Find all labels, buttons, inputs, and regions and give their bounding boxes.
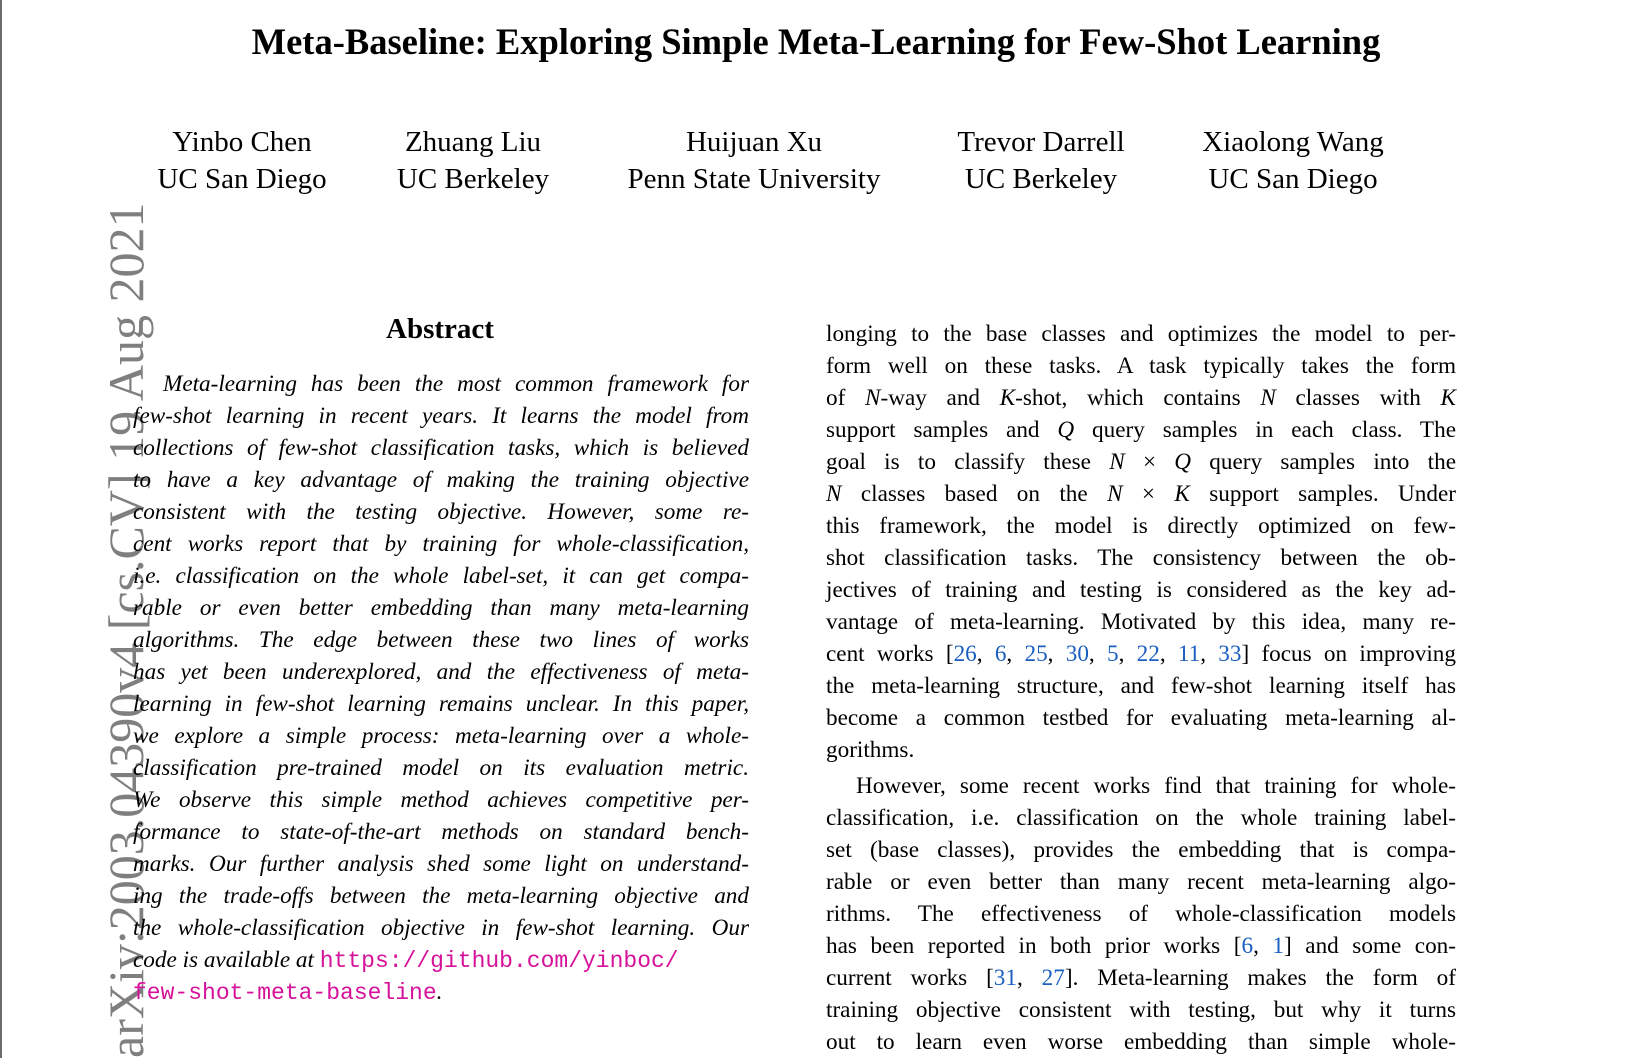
body-line: However, some recent works find that training for whole-	[856, 773, 1456, 799]
author-affiliation: UC Berkeley	[964, 163, 1118, 195]
abstract-line	[133, 977, 749, 1009]
math-symbol: N	[1109, 449, 1125, 475]
body-line: jectives of training and testing is considered as the key ad-	[826, 577, 1456, 603]
body-line: this framework, the model is directly optimized on few-	[826, 513, 1456, 539]
math-symbol: N	[1107, 481, 1123, 507]
author-name: Xiaolong Wang	[1202, 126, 1384, 158]
math-operator: ×	[1124, 449, 1175, 475]
citation-link[interactable]: 6	[1241, 933, 1254, 959]
citation-link[interactable]: 25	[1024, 641, 1048, 667]
abstract-line: few-shot learning in recent years. It learns the model from	[133, 403, 749, 429]
abstract-line: consistent with the testing objective. However, some re-	[133, 499, 749, 525]
citation-link[interactable]: 11	[1177, 641, 1201, 667]
citation-link[interactable]: 6	[994, 641, 1007, 667]
body-text: has been reported in both prior works [	[826, 933, 1242, 959]
page-left-border	[0, 0, 2, 1058]
author-affiliation: UC Berkeley	[396, 163, 550, 195]
body-line	[826, 415, 1456, 446]
body-line: form well on these tasks. A task typically takes the form	[826, 353, 1456, 379]
math-symbol: Q	[1057, 417, 1075, 443]
author-name: Trevor Darrell	[957, 126, 1125, 158]
citation-link[interactable]: 5	[1106, 641, 1119, 667]
body-line: vantage of meta-learning. Motivated by this idea, many re-	[826, 609, 1456, 635]
body-line: set (base classes), provides the embedding that is compa-	[826, 837, 1456, 863]
body-text: query samples into the	[1191, 449, 1456, 475]
body-text: -shot, which contains	[1015, 385, 1261, 411]
author-name: Yinbo Chen	[172, 126, 312, 158]
abstract-line: the whole-classification objective in few-shot learning. Our	[133, 915, 749, 941]
body-line: classification, i.e. classification on the whole training label-	[826, 805, 1456, 831]
body-line: gorithms.	[826, 737, 915, 763]
abstract-line: learning in few-shot learning remains unclear. In this paper,	[133, 691, 749, 717]
author-block	[1143, 124, 1443, 198]
citation-link[interactable]: 27	[1041, 965, 1065, 991]
body-text: of	[826, 385, 866, 411]
body-line: cent works [26, 6, 25, 30, 5, 22, 11, 33] focus on improving	[826, 641, 1456, 667]
citation-link[interactable]: 1	[1272, 933, 1285, 959]
abstract-line: has yet been underexplored, and the effectiveness of meta-	[133, 659, 749, 685]
math-symbol: N	[826, 481, 842, 507]
math-symbol: K	[1174, 481, 1190, 507]
body-text: query samples in each class. The	[1074, 417, 1456, 443]
abstract-line: Meta-learning has been the most common framework for	[163, 371, 749, 397]
body-text: ] and some con-	[1284, 933, 1456, 959]
abstract-line: i.e. classification on the whole label-set, it can get compa-	[133, 563, 749, 589]
paper-title: Meta-Baseline: Exploring Simple Meta-Learning for Few-Shot Learning	[251, 21, 1381, 62]
code-url-link-continued[interactable]: few-shot-meta-baseline	[133, 980, 437, 1006]
abstract-line: collections of few-shot classification tasks, which is believed	[133, 435, 749, 461]
abstract-line: marks. Our further analysis shed some light on understand-	[133, 851, 749, 877]
author-name: Zhuang Liu	[404, 126, 542, 158]
abstract-heading-text: Abstract	[386, 313, 494, 345]
abstract-line: cent works report that by training for whole-classification,	[133, 531, 749, 557]
body-text: -way and	[880, 385, 1000, 411]
author-affiliation: UC San Diego	[157, 163, 327, 195]
body-text: ] focus on improving	[1241, 641, 1456, 667]
abstract-line: rable or even better embedding than many meta-learning	[133, 595, 749, 621]
body-line: longing to the base classes and optimizes the model to per-	[826, 321, 1456, 347]
math-operator: ×	[1122, 481, 1175, 507]
author-block	[604, 124, 904, 198]
body-line	[826, 479, 1456, 510]
author-block	[323, 124, 623, 198]
body-text: cent works [	[826, 641, 954, 667]
author-affiliation: Penn State University	[627, 163, 881, 195]
body-line: shot classification tasks. The consistency between the ob-	[826, 545, 1456, 571]
citation-link[interactable]: 26	[953, 641, 977, 667]
body-line: rithms. The effectiveness of whole-classification models	[826, 901, 1456, 927]
body-line: the meta-learning structure, and few-shot learning itself has	[826, 673, 1456, 699]
citation-link[interactable]: 31	[993, 965, 1017, 991]
math-symbol: N	[1260, 385, 1276, 411]
body-text: goal is to classify these	[826, 449, 1110, 475]
math-symbol: K	[1440, 385, 1456, 411]
abstract-line	[133, 945, 749, 977]
abstract-code-text: code is available at	[133, 947, 320, 973]
body-text: classes with	[1275, 385, 1441, 411]
body-line: rable or even better than many recent meta-learning algo-	[826, 869, 1456, 895]
abstract-end-period: .	[436, 979, 443, 1005]
math-symbol: Q	[1174, 449, 1192, 475]
abstract-line: algorithms. The edge between these two lines of works	[133, 627, 749, 653]
abstract-line: to have a key advantage of making the training objective	[133, 467, 749, 493]
author-name: Huijuan Xu	[685, 126, 823, 158]
arxiv-stamp: arXiv:2003.04390v4 [cs.CV] 19 Aug 2021	[98, 202, 154, 1058]
abstract-line: ing the trade-offs between the meta-learning objective and	[133, 883, 749, 909]
body-text: classes based on the	[841, 481, 1108, 507]
body-line: become a common testbed for evaluating meta-learning al-	[826, 705, 1456, 731]
body-line	[826, 447, 1456, 478]
body-text: ]. Meta-learning makes the form of	[1064, 965, 1456, 991]
body-text: support samples. Under	[1189, 481, 1457, 507]
author-affiliation: UC San Diego	[1208, 163, 1378, 195]
math-symbol: N	[865, 385, 881, 411]
body-line: has been reported in both prior works [6, 1] and some con-	[826, 933, 1456, 959]
citation-link[interactable]: 33	[1218, 641, 1242, 667]
body-line	[826, 383, 1456, 414]
abstract-line: formance to state-of-the-art methods on standard bench-	[133, 819, 749, 845]
body-line: training objective consistent with testing, but why it turns	[826, 997, 1456, 1023]
body-text: current works [	[826, 965, 994, 991]
body-line: current works [31, 27]. Meta-learning makes the form of	[826, 965, 1456, 991]
abstract-line: We observe this simple method achieves competitive per-	[133, 787, 749, 813]
body-line: out to learn even worse embedding than simple whole-	[826, 1029, 1456, 1055]
body-text: support samples and	[826, 417, 1058, 443]
citation-link[interactable]: 30	[1065, 641, 1089, 667]
abstract-line: we explore a simple process: meta-learning over a whole-	[133, 723, 749, 749]
abstract-line: classification pre-trained model on its evaluation metric.	[133, 755, 749, 781]
citation-link[interactable]: 22	[1136, 641, 1160, 667]
code-url-link[interactable]: https://github.com/yinboc/	[319, 948, 679, 974]
math-symbol: K	[999, 385, 1016, 411]
